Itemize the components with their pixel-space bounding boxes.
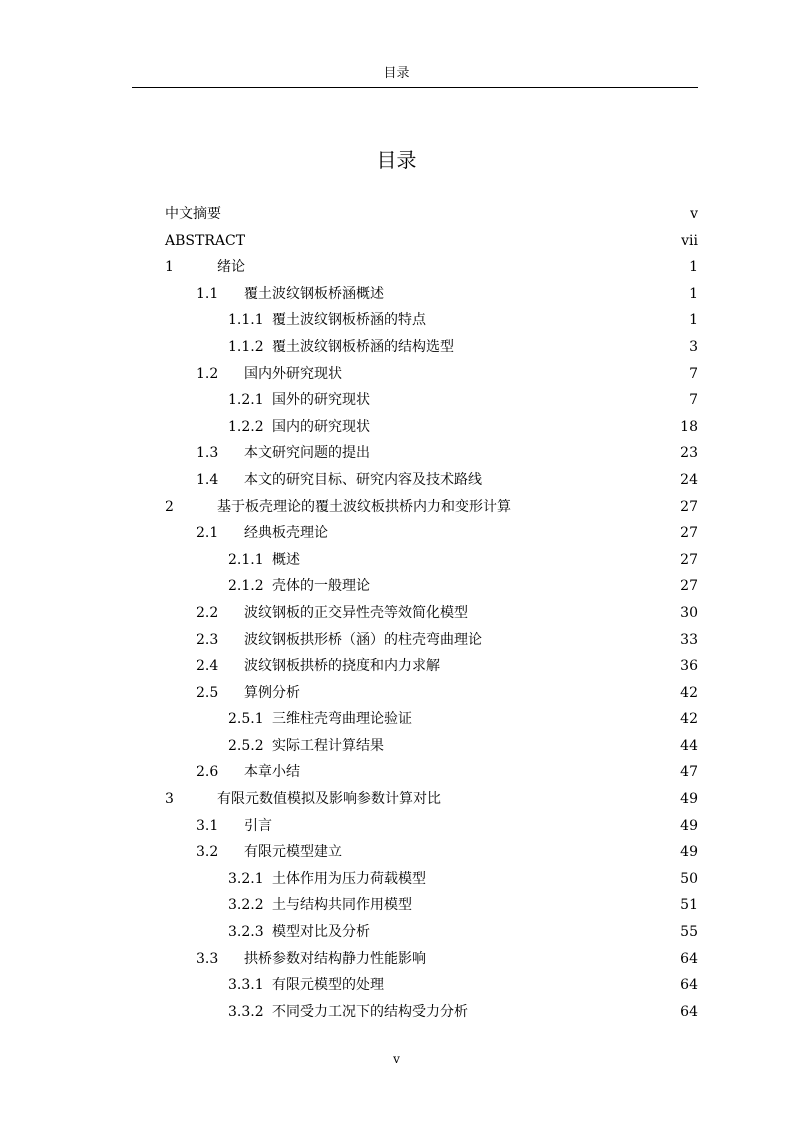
- toc-entry[interactable]: [165, 919, 698, 946]
- toc-entry-label: 概述: [272, 551, 300, 568]
- toc-entry-number: 3.3.1: [228, 977, 264, 994]
- toc-entry-label: 有限元模型建立: [244, 844, 342, 861]
- toc-entry[interactable]: [165, 627, 698, 654]
- toc-entry-number: 3.2.3: [228, 924, 264, 941]
- toc-entry[interactable]: [165, 813, 698, 840]
- toc-entry-label: 三维柱壳弯曲理论验证: [272, 711, 412, 728]
- page-number: v: [393, 1052, 400, 1066]
- toc-entry[interactable]: [165, 520, 698, 547]
- toc-entry-page: 27: [680, 578, 698, 595]
- toc-entry-label: 国内的研究现状: [272, 418, 370, 435]
- toc-entry-label: 引言: [244, 817, 272, 834]
- toc-entry-page: 1: [689, 259, 698, 276]
- toc-entry-number: 2.4: [196, 658, 219, 675]
- toc-entry-label: 覆土波纹钢板桥涵概述: [244, 285, 384, 302]
- toc-entry-page: 7: [689, 365, 698, 382]
- toc-entry-number: 2.1.1: [228, 551, 264, 568]
- toc-entry-number: 1.1.1: [228, 312, 264, 329]
- toc-entry-page: 30: [680, 604, 698, 621]
- toc-entry-label: 国外的研究现状: [272, 392, 370, 409]
- toc-entry-page: 18: [680, 418, 698, 435]
- toc-entry[interactable]: [165, 573, 698, 600]
- toc-entry-page: 64: [680, 977, 698, 994]
- toc-entry-label: 本文的研究目标、研究内容及技术路线: [244, 471, 482, 488]
- toc-entry-number: 3.2: [196, 844, 219, 861]
- toc-entry[interactable]: [165, 414, 698, 441]
- toc-entry[interactable]: [165, 946, 698, 973]
- toc-entry-label: 拱桥参数对结构静力性能影响: [244, 950, 426, 967]
- page-title: 目录: [376, 148, 417, 172]
- toc-entry[interactable]: [165, 759, 698, 786]
- toc-entry[interactable]: [165, 334, 698, 361]
- toc-entry-number: 2.6: [196, 764, 219, 781]
- toc-entry-page: 27: [680, 498, 698, 515]
- toc-entry-page: 50: [680, 870, 698, 887]
- toc-entry-number: 3.2.1: [228, 870, 264, 887]
- toc-entry-label: 实际工程计算结果: [272, 737, 384, 754]
- toc-entry-label: 土体作用为压力荷载模型: [272, 870, 426, 887]
- toc-entry-number: 2.5.2: [228, 737, 264, 754]
- toc-entry-label: 国内外研究现状: [244, 365, 342, 382]
- table-of-contents: [165, 201, 698, 1025]
- toc-entry[interactable]: [165, 494, 698, 521]
- toc-entry-page: 33: [680, 631, 698, 648]
- toc-entry[interactable]: [165, 653, 698, 680]
- toc-entry-number: 2.5: [196, 684, 219, 701]
- toc-entry[interactable]: [165, 228, 698, 255]
- toc-entry-number: 1.3: [196, 445, 219, 462]
- toc-entry-label: 模型对比及分析: [272, 924, 370, 941]
- toc-entry-label: 本章小结: [244, 764, 300, 781]
- toc-entry-page: 27: [680, 551, 698, 568]
- toc-entry-label: 覆土波纹钢板桥涵的结构选型: [272, 338, 454, 355]
- toc-entry-page: 36: [680, 658, 698, 675]
- toc-entry-number: 1.1.2: [228, 338, 264, 355]
- toc-entry-label: 算例分析: [244, 684, 300, 701]
- toc-entry-label: 本文研究问题的提出: [244, 445, 370, 462]
- toc-entry-page: 27: [680, 525, 698, 542]
- toc-entry-label: 土与结构共同作用模型: [272, 897, 412, 914]
- toc-entry[interactable]: [165, 733, 698, 760]
- toc-entry-page: 42: [680, 711, 698, 728]
- toc-entry-label: 不同受力工况下的结构受力分析: [272, 1003, 468, 1020]
- toc-entry-number: 2: [165, 498, 174, 515]
- toc-entry-number: 2.2: [196, 604, 219, 621]
- toc-entry-number: 3.3: [196, 950, 219, 967]
- toc-entry-number: 3.3.2: [228, 1003, 264, 1020]
- toc-entry-page: v: [690, 206, 698, 222]
- toc-entry-label: 基于板壳理论的覆土波纹板拱桥内力和变形计算: [217, 498, 511, 515]
- toc-entry-page: 64: [680, 950, 698, 967]
- toc-entry-number: 3: [165, 791, 174, 808]
- toc-entry-page: 24: [680, 471, 698, 488]
- toc-entry-number: 3.1: [196, 817, 219, 834]
- toc-entry-number: 1.2.2: [228, 418, 264, 435]
- toc-entry-label: 中文摘要: [165, 206, 221, 222]
- toc-entry-page: 42: [680, 684, 698, 701]
- toc-entry-number: 1.1: [196, 285, 219, 302]
- toc-entry-label: 有限元模型的处理: [272, 977, 384, 994]
- toc-entry-number: 3.2.2: [228, 897, 264, 914]
- toc-entry-page: vii: [681, 232, 698, 249]
- toc-entry-number: 1.2: [196, 365, 219, 382]
- toc-entry-page: 23: [680, 445, 698, 462]
- toc-entry[interactable]: [165, 281, 698, 308]
- toc-entry-page: 44: [680, 737, 698, 754]
- toc-entry-page: 1: [689, 285, 698, 302]
- toc-entry-number: 2.3: [196, 631, 219, 648]
- toc-entry-label: 覆土波纹钢板桥涵的特点: [272, 312, 426, 329]
- toc-entry-number: 2.1.2: [228, 578, 264, 595]
- running-header: 目录: [383, 66, 410, 81]
- toc-entry[interactable]: [165, 201, 698, 228]
- toc-entry-label: 波纹钢板的正交异性壳等效简化模型: [244, 604, 468, 621]
- toc-entry-number: 2.1: [196, 525, 219, 542]
- toc-entry-page: 51: [680, 897, 698, 914]
- toc-entry[interactable]: [165, 547, 698, 574]
- toc-entry[interactable]: [165, 706, 698, 733]
- toc-entry[interactable]: [165, 999, 698, 1026]
- toc-entry-label: 波纹钢板拱形桥（涵）的柱壳弯曲理论: [244, 631, 482, 648]
- toc-entry-page: 1: [689, 312, 698, 329]
- toc-entry[interactable]: [165, 680, 698, 707]
- header-rule: [132, 87, 698, 88]
- toc-entry-page: 64: [680, 1003, 698, 1020]
- toc-entry[interactable]: [165, 839, 698, 866]
- toc-entry-label: 绪论: [217, 259, 245, 276]
- toc-entry[interactable]: [165, 387, 698, 414]
- toc-entry[interactable]: [165, 361, 698, 388]
- toc-entry-label: 波纹钢板拱桥的挠度和内力求解: [244, 658, 440, 675]
- toc-entry-label: 经典板壳理论: [244, 525, 328, 542]
- toc-entry-label: 有限元数值模拟及影响参数计算对比: [217, 791, 441, 808]
- toc-entry[interactable]: [165, 440, 698, 467]
- toc-entry-label: 壳体的一般理论: [272, 578, 370, 595]
- toc-entry[interactable]: [165, 972, 698, 999]
- toc-entry-number: 1.4: [196, 471, 219, 488]
- toc-entry-page: 55: [680, 924, 698, 941]
- toc-entry[interactable]: [165, 307, 698, 334]
- toc-entry-page: 47: [680, 764, 698, 781]
- toc-entry-number: 1: [165, 259, 174, 276]
- toc-entry[interactable]: [165, 254, 698, 281]
- toc-entry-page: 49: [680, 844, 698, 861]
- toc-entry-page: 7: [689, 392, 698, 409]
- toc-entry-number: 2.5.1: [228, 711, 264, 728]
- toc-entry-page: 49: [680, 817, 698, 834]
- toc-entry[interactable]: [165, 866, 698, 893]
- toc-entry[interactable]: [165, 786, 698, 813]
- toc-entry[interactable]: [165, 600, 698, 627]
- toc-entry-page: 3: [689, 338, 698, 355]
- toc-entry[interactable]: [165, 892, 698, 919]
- toc-entry-number: 1.2.1: [228, 392, 264, 409]
- toc-entry-page: 49: [680, 791, 698, 808]
- toc-entry[interactable]: [165, 467, 698, 494]
- toc-entry-label: ABSTRACT: [165, 232, 246, 249]
